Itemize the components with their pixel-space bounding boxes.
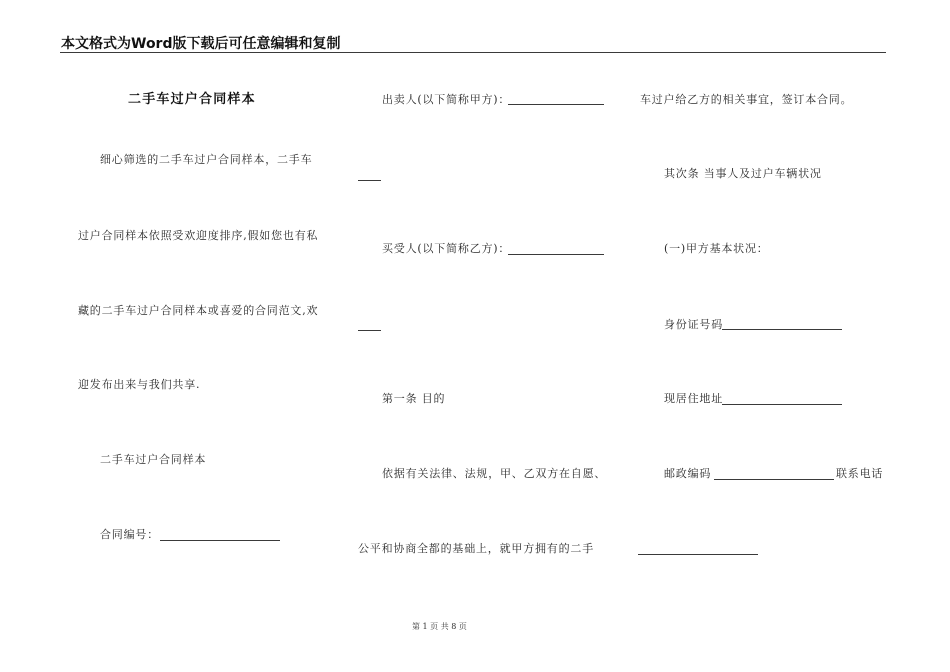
document-title: 二手车过户合同样本 <box>128 92 256 107</box>
phone-label: 联系电话 <box>836 467 884 480</box>
seller-blank-continued <box>358 180 381 181</box>
seller-label: 出卖人(以下简称甲方)： <box>382 93 511 106</box>
buyer-blank <box>508 254 604 255</box>
article-2-heading: 其次条 当事人及过户车辆状况 <box>664 167 822 180</box>
postal-code-label: 邮政编码 <box>664 467 712 480</box>
contract-number-blank <box>160 540 280 541</box>
address-label: 现居住地址 <box>664 392 723 405</box>
seller-blank <box>508 104 604 105</box>
address-blank <box>722 404 842 405</box>
contract-heading: 二手车过户合同样本 <box>100 453 207 466</box>
id-number-label: 身份证号码 <box>664 318 723 331</box>
header-rule <box>60 52 886 53</box>
intro-line: 迎发布出来与我们共享. <box>78 378 201 391</box>
article-1-text-line: 公平和协商全都的基础上，就甲方拥有的二手 <box>358 542 594 555</box>
intro-line: 藏的二手车过户合同样本或喜爱的合同范文,欢 <box>78 304 319 317</box>
intro-line: 过户合同样本依照受欢迎度排序,假如您也有私 <box>78 229 319 242</box>
buyer-label: 买受人(以下简称乙方)： <box>382 242 511 255</box>
phone-blank <box>638 554 758 555</box>
intro-line: 细心筛选的二手车过户合同样本，二手车 <box>100 153 313 166</box>
contract-number-label: 合同编号： <box>100 528 159 541</box>
article-1-heading: 第一条 目的 <box>382 392 446 405</box>
postal-code-blank <box>714 479 834 480</box>
party-a-heading: (一)甲方基本状况： <box>664 242 769 255</box>
article-1-text-line: 依据有关法律、法规，甲、乙双方在自愿、 <box>382 467 607 480</box>
header-notice: 本文格式为Word版下载后可任意编辑和复制 <box>61 36 341 52</box>
page-footer: 第 1 页 共 8 页 <box>412 622 467 631</box>
id-number-blank <box>722 329 842 330</box>
buyer-blank-continued <box>358 330 381 331</box>
article-1-text-line: 车过户给乙方的相关事宜，签订本合同。 <box>640 93 853 106</box>
